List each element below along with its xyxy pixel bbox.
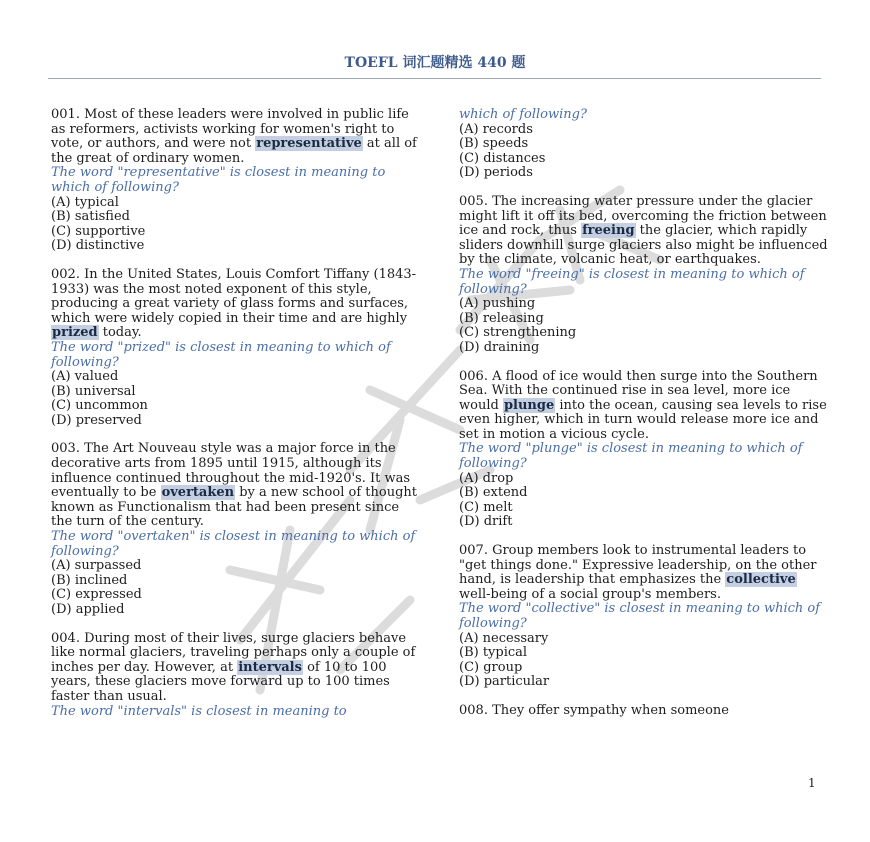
answer-option: (A) typical <box>51 194 119 210</box>
answer-option: (C) melt <box>459 499 513 515</box>
answer-option: (D) periods <box>459 165 533 181</box>
passage-text: 004. During most of their lives, surge glaciers behave like normal glaciers, traveling perhaps only a couple of inches per day. However, at <box>51 630 416 675</box>
passage-text: 002. In the United States, Louis Comfort Tiffany (1843-1933) was the most noted exponent of this style, producing a great variety of glass forms and surfaces, which were widely copied in their time and are highly <box>51 266 417 326</box>
question-block <box>459 704 831 719</box>
answer-option: (B) speeds <box>459 136 529 152</box>
answer-option: (A) records <box>459 121 533 137</box>
passage-text: at all of the great of ordinary women. <box>51 136 417 166</box>
highlighted-word: plunge <box>503 397 555 413</box>
question-prompt: The word "plunge" is closest in meaning to which of following? <box>459 441 803 472</box>
right-column <box>459 108 831 733</box>
question-block <box>51 632 423 720</box>
page-header-title: TOEFL 词汇题精选 440 题 <box>344 55 526 71</box>
question-prompt: which of following? <box>459 107 587 122</box>
answer-option: (A) pushing <box>459 296 536 312</box>
question-passage <box>51 632 423 705</box>
answer-option: (B) extend <box>459 485 528 501</box>
passage-text: 001. Most of these leaders were involved in public life as reformers, activists working for women's right to vote, or authors, and were not <box>51 107 409 152</box>
highlighted-word: overtaken <box>161 485 235 501</box>
question-prompt: The word "overtaken" is closest in meaning to which of following? <box>51 529 416 559</box>
answer-option: (A) valued <box>51 369 119 385</box>
question-block <box>459 195 831 356</box>
passage-text: of 10 to 100 years, these glaciers move forward up to 100 times faster than usual. <box>51 659 390 704</box>
question-passage <box>51 268 423 341</box>
question-block <box>51 442 423 617</box>
question-passage <box>51 442 423 530</box>
answer-option: (C) supportive <box>51 223 146 239</box>
passage-text: by a new school of thought known as Functionalism that had been present since the turn of the century. <box>51 485 417 530</box>
question-prompt: The word "representative" is closest in meaning to which of following? <box>51 165 386 195</box>
passage-text: 006. A flood of ice would then surge into the Southern Sea. With the continued rise in sea level, more ice would <box>459 368 818 413</box>
answer-option: (D) preserved <box>51 412 142 428</box>
page-number: 1 <box>808 776 816 790</box>
answer-option: (D) distinctive <box>51 238 145 254</box>
question-prompt: The word "prized" is closest in meaning to which of following? <box>51 339 391 370</box>
question-passage <box>459 544 831 602</box>
question-passage <box>459 195 831 268</box>
answer-option: (A) surpassed <box>51 558 142 574</box>
question-block <box>459 544 831 690</box>
passage-text: into the ocean, causing sea levels to rise even higher, which in turn would release more ice and set in motion a vicious cycle. <box>459 397 827 442</box>
question-passage <box>459 370 831 443</box>
question-passage <box>459 704 831 719</box>
question-prompt: The word "intervals" is closest in meaning to <box>51 703 347 719</box>
header-rule <box>48 78 821 79</box>
passage-text: well-being of a social group's members. <box>459 586 721 602</box>
answer-option: (D) drift <box>459 514 513 530</box>
answer-option: (D) particular <box>459 674 550 690</box>
question-block <box>51 268 423 429</box>
answer-option: (A) necessary <box>459 630 549 646</box>
answer-option: (C) strengthening <box>459 325 577 341</box>
passage-text: 008. They offer sympathy when someone <box>459 702 729 718</box>
answer-option: (B) releasing <box>459 310 544 326</box>
highlighted-word: freeing <box>582 223 635 239</box>
answer-option: (D) draining <box>459 339 540 355</box>
answer-option: (B) satisfied <box>51 209 130 225</box>
answer-option: (A) drop <box>459 470 514 486</box>
answer-option: (C) group <box>459 659 523 675</box>
question-passage <box>51 108 423 166</box>
answer-option: (C) expressed <box>51 587 142 603</box>
passage-text: the glacier, which rapidly sliders downhill surge glaciers also might be influenced by the climate, volcanic heat, or earthquakes. <box>459 223 828 268</box>
answer-option: (B) typical <box>459 645 528 661</box>
answer-option: (B) universal <box>51 383 136 399</box>
question-block <box>51 108 423 254</box>
answer-option: (C) distances <box>459 150 546 166</box>
highlighted-word: prized <box>52 325 98 341</box>
highlighted-word: intervals <box>238 659 302 675</box>
answer-option: (D) applied <box>51 602 125 617</box>
passage-text: today. <box>98 325 142 341</box>
question-prompt: The word "freeing" is closest in meaning to which of following? <box>459 266 805 297</box>
passage-text: 007. Group members look to instrumental leaders to "get things done." Expressive leadership, on the other hand, is leadership that emphasizes the <box>459 543 817 588</box>
question-continuation <box>459 108 831 181</box>
highlighted-word: representative <box>256 136 362 152</box>
question-prompt: The word "collective" is closest in meaning to which of following? <box>459 601 821 631</box>
left-column <box>51 108 423 733</box>
passage-text: 005. The increasing water pressure under the glacier might lift it off its bed, overcoming the friction between ice and rock, thus <box>459 193 827 239</box>
answer-option: (B) inclined <box>51 572 128 588</box>
passage-text: 003. The Art Nouveau style was a major force in the decorative arts from 1895 until 1915, although its influence continued throughout the mid-1920's. It was eventually to be <box>51 441 411 501</box>
answer-option: (C) uncommon <box>51 398 148 414</box>
highlighted-word: collective <box>726 572 796 588</box>
question-block <box>459 370 831 531</box>
